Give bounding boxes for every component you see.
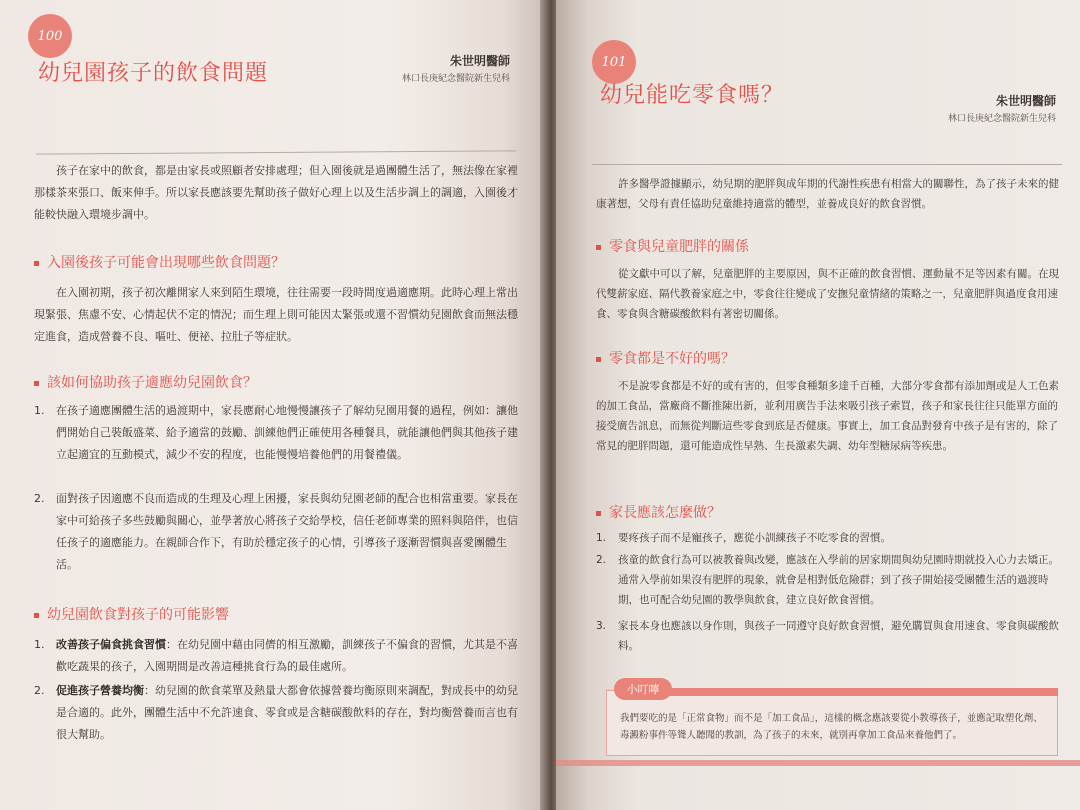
page-number-badge: 101 xyxy=(592,40,636,84)
bullet-square-icon xyxy=(596,245,601,250)
bullet-square-icon xyxy=(596,357,601,362)
section-heading: 入園後孩子可能會出現哪些飲食問題？ xyxy=(34,252,285,272)
list-item: 2. 孩童的飲食行為可以被教養與改變，應該在入學前的居家期間與幼兒園時期就投入心力去矯正。通常入學前如果沒有肥胖的現象，就會是相對低危險群；到了孩子開始接受團體生活的過渡時期，也可配合幼兒園的教學與飲食，建立良好飲食習慣。 xyxy=(596,554,1059,606)
list-item: 2. 促進孩子營養均衡：幼兒園的飲食菜單及熱量大都會依據營養均衡原則來調配，對成長中的幼兒是合適的。此外，團體生活中不允許速食、零食或是含糖碳酸飲料的存在，對均衡營養而言也有很大幫助。 xyxy=(34,684,518,741)
section-heading: 家長應該怎麼做？ xyxy=(596,502,721,522)
author-block xyxy=(886,92,1056,124)
section-heading: 幼兒園飲食對孩子的可能影響 xyxy=(34,604,229,624)
tip-bar xyxy=(658,688,1058,696)
divider xyxy=(592,164,1062,165)
list-item: 1. 在孩子適應團體生活的過渡期中，家長應耐心地慢慢讓孩子了解幼兒園用餐的過程，例如：讓他們開始自己裝飯盛菜、給予適當的鼓勵、訓練他們正確使用各種餐具，就能讓他們與其他孩子建立起適宜的互動模式，減少不安的程度，也能慢慢培養他們的用餐禮儀。 xyxy=(34,404,518,461)
list-item: 1. 改善孩子偏食挑食習慣：在幼兒園中藉由同儕的相互激勵，訓練孩子不偏食的習慣，尤其是不喜歡吃蔬果的孩子，入園期間是改善這種挑食行為的最佳處所。 xyxy=(34,638,518,673)
page-edge-strip xyxy=(556,760,1080,766)
bullet-square-icon xyxy=(34,261,39,266)
author-name: 朱世明醫師 xyxy=(995,94,1056,108)
section-heading: 零食都是不好的嗎？ xyxy=(596,348,735,368)
bullet-square-icon xyxy=(596,511,601,516)
section-paragraph: 從文獻中可以了解，兒童肥胖的主要原因，與不正確的飲食習慣、運動量不足等因素有關。在現代雙薪家庭、隔代教養家庭之中，零食往往變成了安撫兒童情緒的策略之一，兒童肥胖與過度食用速食、零食與含糖碳酸飲料有著密切關係。 xyxy=(596,268,1059,320)
author-name: 朱世明醫師 xyxy=(449,54,510,68)
list-item: 1. 要疼孩子而不是寵孩子，應從小訓練孩子不吃零食的習慣。 xyxy=(596,532,891,544)
bullet-square-icon xyxy=(34,381,39,386)
tip-text: 我們要吃的是「正常食物」而不是「加工食品」，這樣的概念應該要從小教導孩子，並應記取塑化劑、毒澱粉事件等聳人聽聞的教訓，為了孩子的未來，就別再拿加工食品來養他們了。 xyxy=(620,713,1043,741)
page-number-badge: 100 xyxy=(28,14,72,58)
intro-paragraph: 許多醫學證據顯示，幼兒期的肥胖與成年期的代謝性疾患有相當大的關聯性，為了孩子未來的健康著想，父母有責任協助兒童維持適當的體型，並養成良好的飲食習慣。 xyxy=(596,178,1059,210)
list-item: 2. 面對孩子因適應不良而造成的生理及心理上困擾，家長與幼兒園老師的配合也相當重要。家長在家中可給孩子多些鼓勵與關心，並學著放心將孩子交給學校，信任老師專業的照料與陪伴，也信任孩子的適應能力。在親師合作下，有助於穩定孩子的心情，引導孩子逐漸習慣與喜愛團體生活。 xyxy=(34,492,518,571)
section-heading: 零食與兒童肥胖的關係 xyxy=(596,236,749,256)
divider xyxy=(36,150,516,154)
page-title: 幼兒園孩子的飲食問題 xyxy=(38,61,269,86)
author-block xyxy=(360,52,510,84)
tip-label: 小叮嚀 xyxy=(614,678,672,700)
bullet-square-icon xyxy=(34,613,39,618)
intro-paragraph: 孩子在家中的飲食，都是由家長或照顧者安排處理；但入園後就是過團體生活了，無法像在家裡那樣茶來張口、飯來伸手。所以家長應該要先幫助孩子做好心理上以及生活步調上的調適，入園後才能較快融入環境步調中。 xyxy=(34,164,518,221)
list-item: 3. 家長本身也應該以身作則，與孩子一同遵守良好飲食習慣，避免購買與食用速食、零食與碳酸飲料。 xyxy=(596,620,1059,652)
section-heading: 該如何協助孩子適應幼兒園飲食？ xyxy=(34,372,257,392)
section-paragraph: 不是說零食都是不好的或有害的，但零食種類多達千百種，大部分零食都有添加劑或是人工色素的加工食品，當廠商不斷推陳出新，並利用廣告手法來吸引孩子索買，孩子和家長往往只能單方面的接受廣告訊息，而無從判斷這些零食到底是否健康。事實上，加工食品對發育中孩子是有害的，除了常見的肥胖問題，還可能造成性早熟、生長激素失調、幼年型糖尿病等疾患。 xyxy=(596,380,1059,452)
page-title: 幼兒能吃零食嗎？ xyxy=(600,83,785,108)
author-affiliation: 林口長庚紀念醫院新生兒科 xyxy=(401,74,510,84)
section-paragraph: 在入園初期，孩子初次離開家人來到陌生環境，往往需要一段時間度過適應期。此時心理上常出現緊張、焦慮不安、心情起伏不定的情況；而生理上則可能因太緊張或還不習慣幼兒園飲食而無法穩定進食，造成營養不良、嘔吐、便祕、拉肚子等症狀。 xyxy=(34,286,518,343)
author-affiliation: 林口長庚紀念醫院新生兒科 xyxy=(947,114,1056,124)
